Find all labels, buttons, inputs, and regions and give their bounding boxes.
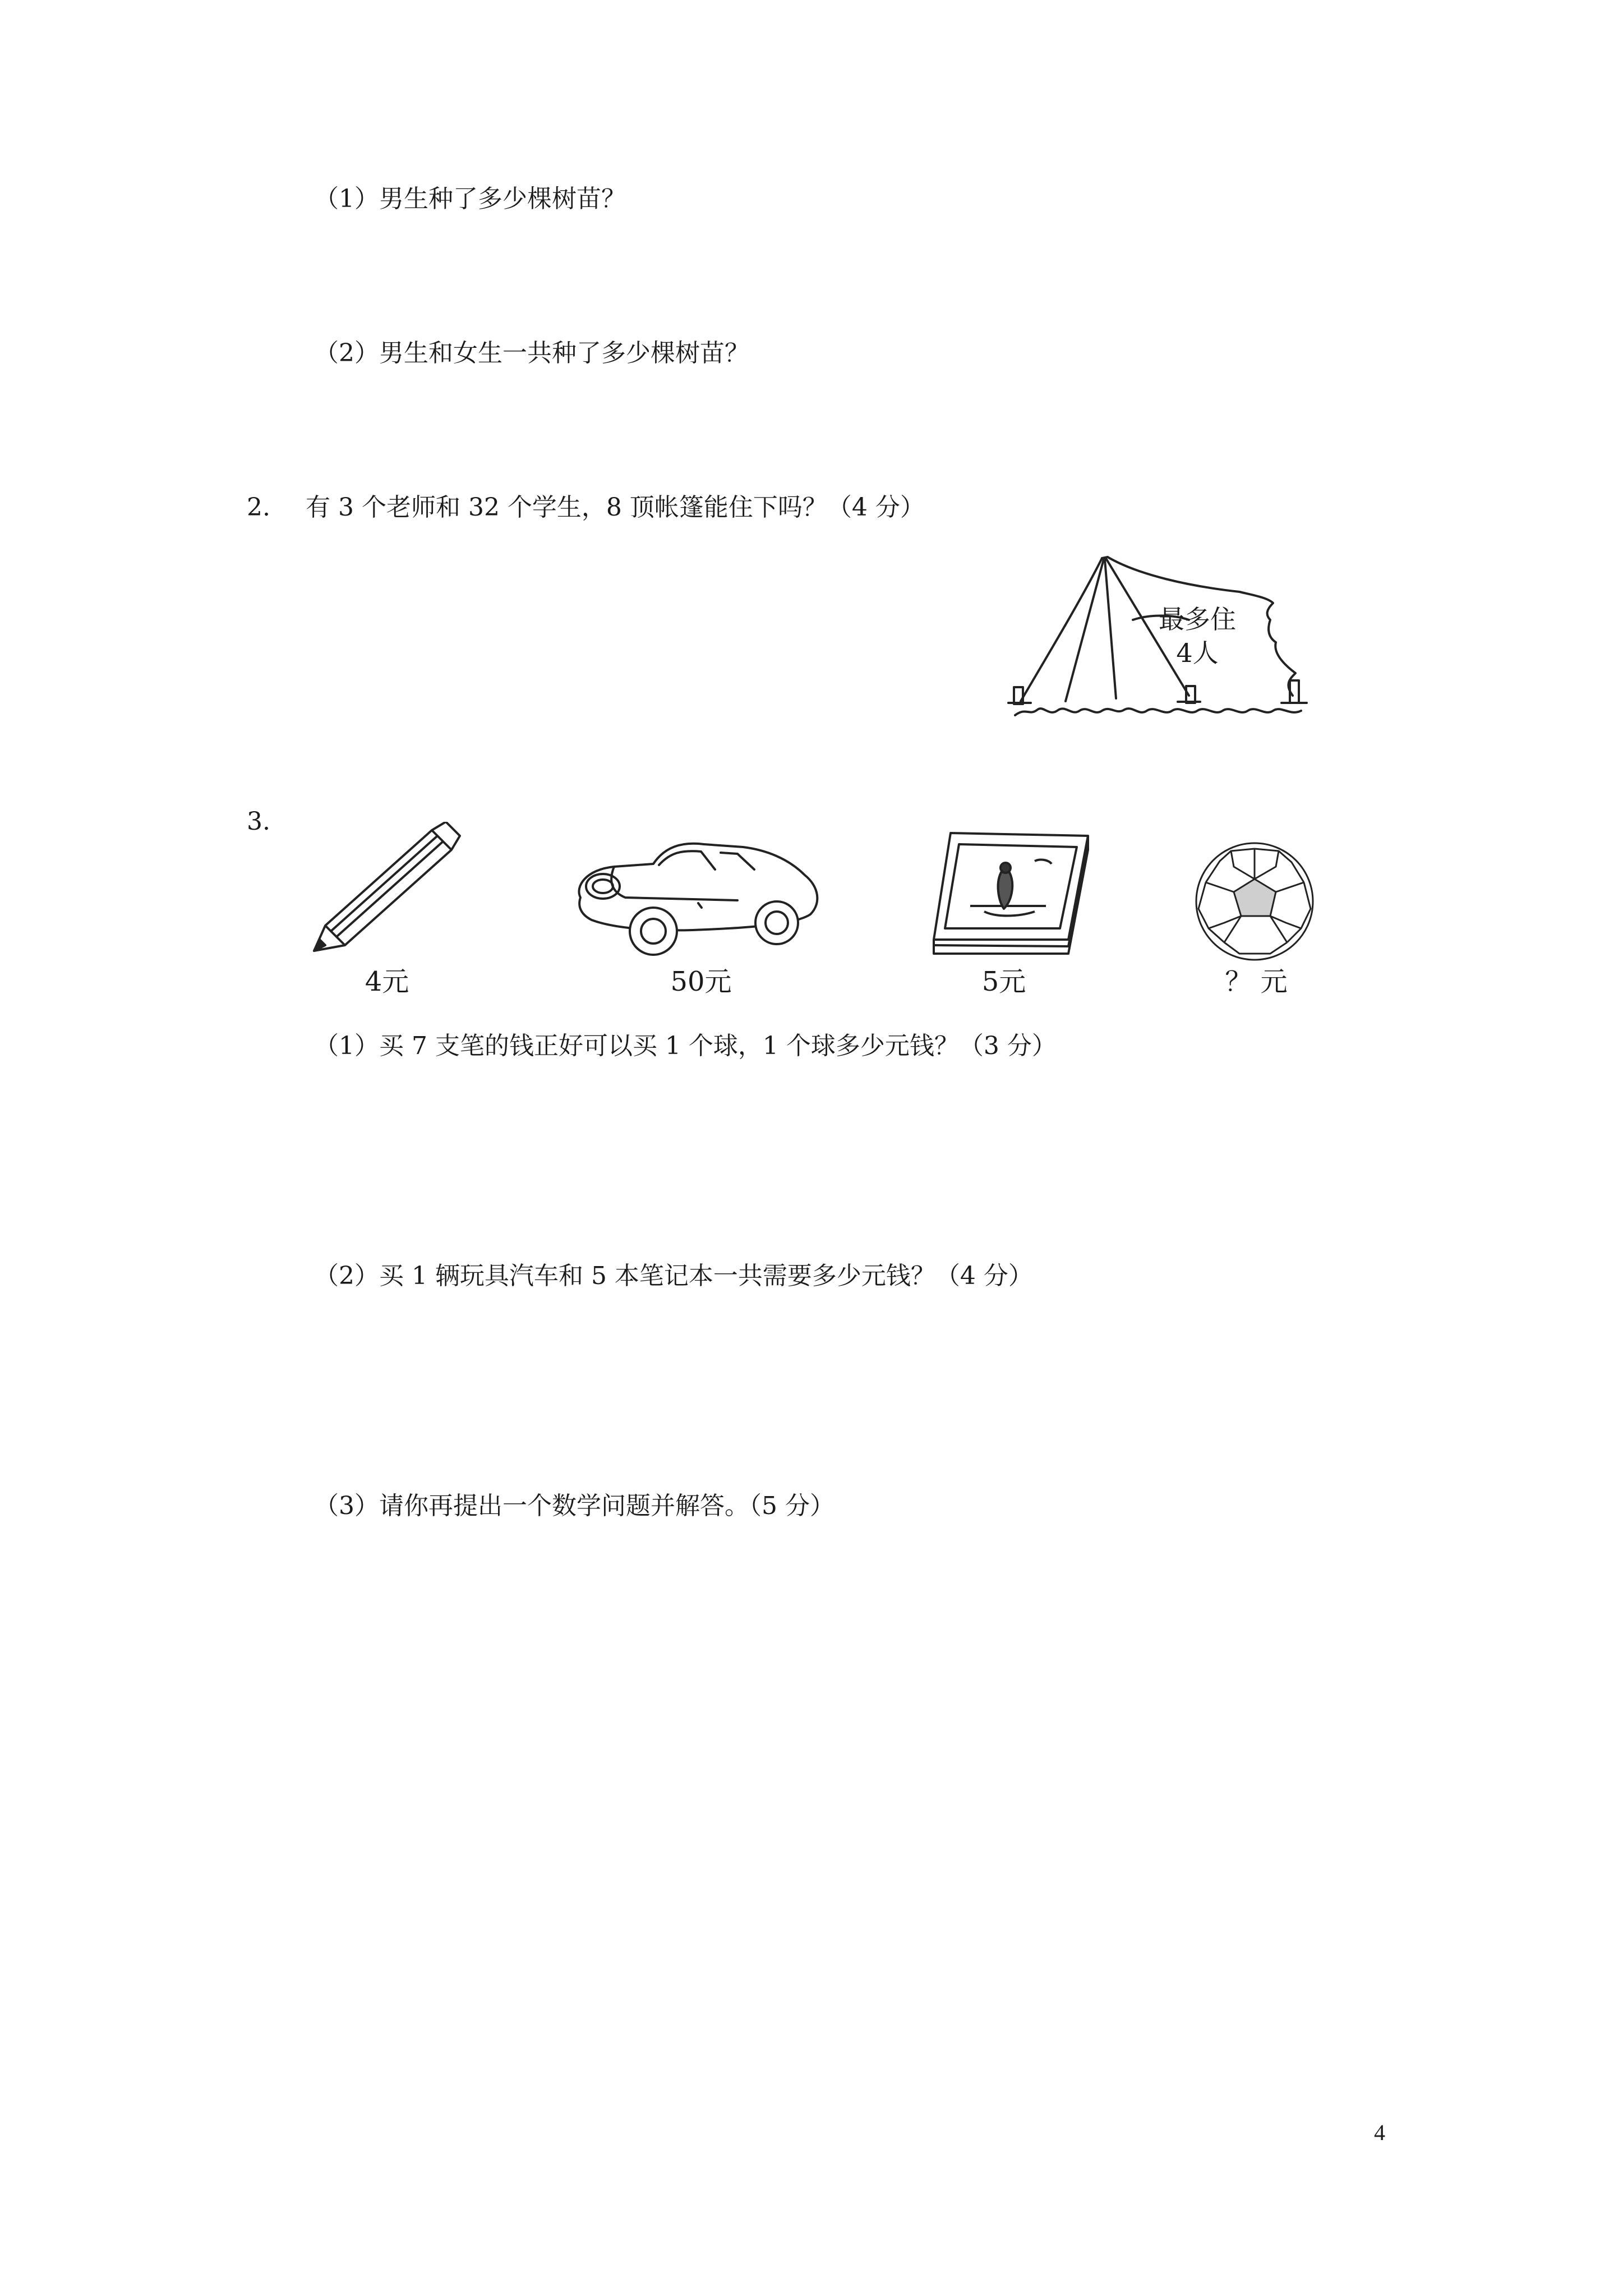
question-2-text: 有 3 个老师和 32 个学生，8 顶帐篷能住下吗？（4 分） <box>306 493 925 522</box>
tent-capacity-label-line1: 最多住 <box>1159 604 1236 634</box>
notebook-item <box>928 827 1096 962</box>
soccer-ball-item <box>1192 839 1318 965</box>
toy-car-icon <box>569 836 824 959</box>
notebook-icon <box>928 827 1096 962</box>
question-3-number: 3. <box>247 807 270 836</box>
toy-car-price: 50元 <box>670 966 732 997</box>
question-1-1: （1）男生种了多少棵树苗？ <box>314 185 626 213</box>
page-number: 4 <box>1374 2120 1385 2145</box>
question-3-3: （3）请你再提出一个数学问题并解答。（5 分） <box>314 1492 834 1520</box>
notebook-price: 5元 <box>981 966 1026 997</box>
pencil-item <box>303 822 465 962</box>
question-1-2: （2）男生和女生一共种了多少棵树苗？ <box>314 339 749 367</box>
soccer-ball-icon <box>1192 839 1318 965</box>
pencil-price: 4元 <box>365 966 409 997</box>
tent-capacity-label-line2: 4人 <box>1176 638 1219 668</box>
pencil-icon <box>303 822 465 962</box>
question-3-1: （1）买 7 支笔的钱正好可以买 1 个球，1 个球多少元钱？（3 分） <box>314 1032 1057 1060</box>
question-2-number: 2. <box>247 493 270 522</box>
toy-car-item <box>569 836 824 959</box>
soccer-ball-price: ？ 元 <box>1225 966 1288 997</box>
question-3-2: （2）买 1 辆玩具汽车和 5 本笔记本一共需要多少元钱？（4 分） <box>314 1262 1033 1290</box>
